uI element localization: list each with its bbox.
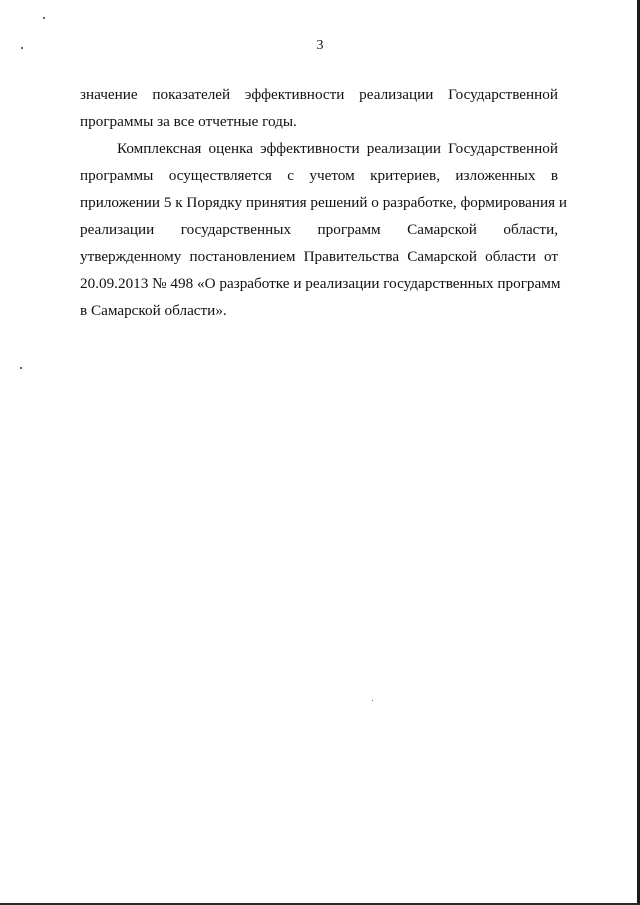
paragraph-2-line-1: Комплексная оценка эффективности реализации Государственной [117, 140, 558, 157]
paragraph-2-line-5: утвержденному постановлением Правительства Самарской области от [80, 248, 558, 265]
page-number: 3 [316, 38, 324, 53]
scan-speck [372, 700, 373, 701]
paragraph-2-line-6: 20.09.2013 № 498 «О разработке и реализации государственных программ [80, 275, 561, 292]
paragraph-2-line-4: реализации государственных программ Самарской области, [80, 221, 558, 238]
paragraph-2-line-7: в Самарской области». [80, 302, 227, 319]
paragraph-1-line-2: программы за все отчетные годы. [80, 113, 297, 130]
scan-speck [43, 17, 45, 19]
scan-speck [20, 367, 22, 369]
paragraph-2-line-2: программы осуществляется с учетом критериев, изложенных в [80, 167, 558, 184]
paragraph-2-line-3: приложении 5 к Порядку принятия решений о разработке, формирования и [80, 194, 568, 211]
paragraph-1-line-1: значение показателей эффективности реализации Государственной [80, 86, 558, 103]
